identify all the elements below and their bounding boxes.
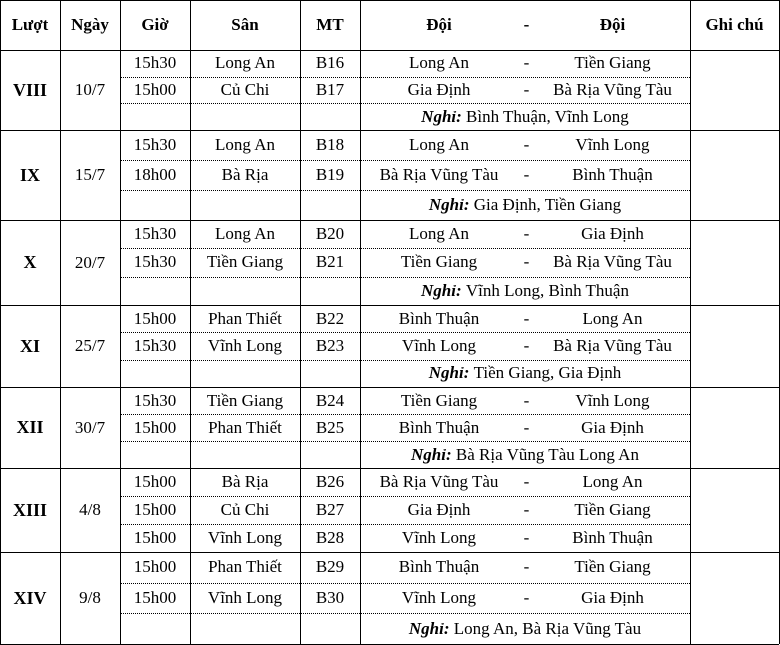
match-venue: Phan Thiết	[208, 557, 282, 577]
match-code: B28	[315, 528, 345, 547]
away-team: Tiền Giang	[574, 500, 651, 519]
note-cell	[690, 552, 779, 644]
match-time: 15h30	[133, 53, 177, 73]
rest-note	[360, 360, 690, 387]
round-date: 4/8	[79, 500, 101, 519]
round-number: VIII	[12, 79, 47, 100]
away-team: Vĩnh Long	[575, 390, 650, 410]
round-number: XIII	[12, 499, 47, 520]
home-team: Gia Định	[407, 500, 471, 519]
group-rule	[0, 552, 779, 553]
column-rule	[190, 0, 191, 644]
match-dash: -	[523, 557, 530, 577]
rest-teams: Bình Thuận, Vĩnh Long	[466, 106, 629, 126]
match-time: 15h00	[133, 308, 177, 328]
rest-teams: Bà Rịa Vũng Tàu Long An	[455, 444, 639, 464]
rest-note	[360, 190, 690, 220]
note-cell	[690, 305, 779, 387]
match-time: 15h30	[133, 224, 177, 244]
match-dash: -	[523, 252, 530, 272]
match-code: B17	[315, 79, 345, 99]
match-time: 15h30	[133, 335, 177, 355]
rest-teams: Tiền Giang, Gia Định	[473, 363, 622, 383]
match-time: 15h00	[133, 528, 177, 547]
round-date: 15/7	[74, 165, 106, 184]
rest-teams: Long An, Bà Rịa Vũng Tàu	[453, 618, 642, 638]
match-code: B21	[315, 252, 345, 272]
table-top-rule	[0, 0, 779, 1]
away-team: Gia Định	[581, 224, 644, 244]
home-team: Vĩnh Long	[401, 587, 477, 607]
match-code: B18	[315, 135, 345, 154]
match-code: B16	[315, 53, 345, 73]
header-note: Ghi chú	[705, 15, 764, 34]
home-team: Gia Định	[407, 79, 471, 99]
rest-teams: Gia Định, Tiền Giang	[473, 195, 622, 214]
away-team: Bình Thuận	[572, 528, 653, 547]
match-time: 15h30	[133, 390, 177, 410]
match-venue: Phan Thiết	[208, 308, 282, 328]
round-number: XII	[16, 417, 44, 437]
match-code: B30	[315, 587, 345, 607]
home-team: Bà Rịa Vũng Tàu	[379, 165, 499, 184]
match-venue: Bà Rịa	[221, 472, 269, 491]
rest-note	[360, 613, 690, 644]
away-team: Long An	[582, 308, 643, 328]
home-team: Tiền Giang	[400, 252, 478, 272]
away-team: Bà Rịa Vũng Tàu	[553, 335, 672, 355]
column-rule	[0, 0, 1, 644]
home-team: Tiền Giang	[400, 390, 478, 410]
match-venue: Vĩnh Long	[207, 528, 283, 547]
header-dash: -	[523, 15, 530, 34]
match-dash: -	[523, 417, 530, 437]
header-rule	[0, 50, 779, 51]
match-dash: -	[523, 135, 530, 154]
away-team: Bình Thuận	[572, 165, 653, 184]
match-dash: -	[523, 165, 530, 184]
away-team: Bà Rịa Vũng Tàu	[553, 252, 672, 272]
group-rule	[0, 468, 779, 469]
match-row-rule	[120, 77, 690, 78]
round-date: 9/8	[79, 588, 101, 607]
match-venue: Long An	[215, 53, 275, 73]
match-row-rule	[120, 248, 690, 249]
rest-label: Nghỉ:	[408, 618, 450, 638]
home-team: Vĩnh Long	[401, 528, 477, 547]
round-number: IX	[19, 164, 40, 185]
match-time: 15h30	[133, 252, 177, 272]
match-code: B26	[315, 472, 345, 491]
header-venue: Sân	[231, 15, 259, 34]
group-rule	[0, 387, 779, 388]
away-team: Tiền Giang	[574, 557, 651, 577]
match-row-rule	[120, 414, 690, 415]
header-away-team: Đội	[599, 15, 626, 34]
match-code: B24	[315, 390, 345, 410]
match-dash: -	[523, 53, 530, 73]
match-code: B29	[315, 557, 345, 577]
rest-label: Nghỉ:	[428, 363, 470, 383]
match-dash: -	[523, 390, 530, 410]
group-rule	[0, 305, 779, 306]
match-code: B19	[315, 165, 345, 184]
match-dash: -	[523, 500, 530, 519]
match-venue: Long An	[215, 224, 275, 244]
match-row-rule	[120, 496, 690, 497]
match-row-rule	[120, 524, 690, 525]
match-venue: Củ Chi	[220, 500, 270, 519]
column-rule	[300, 0, 301, 644]
match-venue: Tiền Giang	[206, 390, 284, 410]
note-cell	[690, 387, 779, 468]
rest-label: Nghỉ:	[411, 444, 452, 464]
home-team: Bình Thuận	[398, 308, 480, 328]
round-date: 10/7	[74, 80, 106, 99]
match-dash: -	[523, 224, 530, 244]
match-time: 15h00	[133, 587, 177, 607]
note-cell	[690, 130, 779, 220]
match-venue: Vĩnh Long	[207, 587, 283, 607]
match-time: 15h00	[133, 500, 177, 519]
header-home-team: Đội	[426, 15, 452, 34]
home-team: Bình Thuận	[398, 417, 480, 437]
match-dash: -	[523, 587, 530, 607]
match-dash: -	[523, 79, 530, 99]
match-time: 15h00	[133, 472, 177, 491]
away-team: Long An	[582, 472, 643, 491]
match-time: 15h00	[133, 79, 177, 99]
match-venue: Vĩnh Long	[207, 335, 283, 355]
match-venue: Bà Rịa	[221, 165, 269, 184]
round-date: 25/7	[74, 336, 106, 355]
rest-teams: Vĩnh Long, Bình Thuận	[465, 280, 629, 300]
match-time: 18h00	[133, 165, 177, 184]
match-venue: Củ Chi	[220, 79, 270, 99]
away-team: Bà Rịa Vũng Tàu	[553, 79, 672, 99]
round-number: XI	[19, 335, 40, 356]
round-number: XIV	[13, 587, 47, 608]
match-row-rule	[120, 583, 690, 584]
home-team: Bình Thuận	[398, 557, 480, 577]
match-code: B27	[315, 500, 345, 519]
home-team: Bà Rịa Vũng Tàu	[379, 472, 499, 491]
match-time: 15h30	[133, 135, 177, 154]
match-time: 15h00	[133, 417, 177, 437]
match-venue: Tiền Giang	[206, 252, 284, 272]
column-rule	[690, 0, 691, 644]
away-team: Vĩnh Long	[575, 135, 650, 154]
column-rule	[360, 0, 361, 644]
group-rule	[0, 130, 779, 131]
match-time: 15h00	[133, 557, 177, 577]
header-time: Giờ	[141, 15, 169, 34]
column-rule	[120, 0, 121, 644]
match-code: B23	[315, 335, 345, 355]
note-cell	[690, 220, 779, 305]
match-dash: -	[523, 335, 530, 355]
match-venue: Phan Thiết	[208, 417, 282, 437]
match-row-rule	[120, 160, 690, 161]
match-dash: -	[523, 472, 530, 491]
rest-label: Nghỉ:	[428, 195, 470, 214]
away-team: Gia Định	[581, 587, 644, 607]
home-team: Long An	[409, 53, 469, 73]
match-venue: Long An	[215, 135, 275, 154]
match-row-rule	[120, 332, 690, 333]
rest-label: Nghỉ:	[421, 280, 462, 300]
match-code: B25	[315, 417, 345, 437]
round-number: X	[23, 252, 37, 272]
match-code: B20	[315, 224, 345, 244]
home-team: Long An	[409, 135, 469, 154]
rest-label: Nghỉ:	[421, 106, 462, 126]
away-team: Gia Định	[581, 417, 644, 437]
home-team: Vĩnh Long	[401, 335, 477, 355]
header-match-code: MT	[316, 15, 344, 34]
match-code: B22	[315, 308, 345, 328]
round-date: 30/7	[74, 417, 106, 437]
note-cell	[690, 468, 779, 552]
group-rule	[0, 220, 779, 221]
note-cell	[690, 50, 779, 130]
home-team: Long An	[409, 224, 469, 244]
away-team: Tiền Giang	[574, 53, 651, 73]
header-date: Ngày	[71, 15, 109, 34]
rest-note	[360, 441, 690, 468]
match-dash: -	[523, 528, 530, 547]
round-date: 20/7	[74, 252, 106, 272]
rest-note	[360, 103, 690, 130]
match-dash: -	[523, 308, 530, 328]
header-round: Lượt	[11, 15, 49, 34]
column-rule	[60, 0, 61, 644]
rest-note	[360, 277, 690, 305]
